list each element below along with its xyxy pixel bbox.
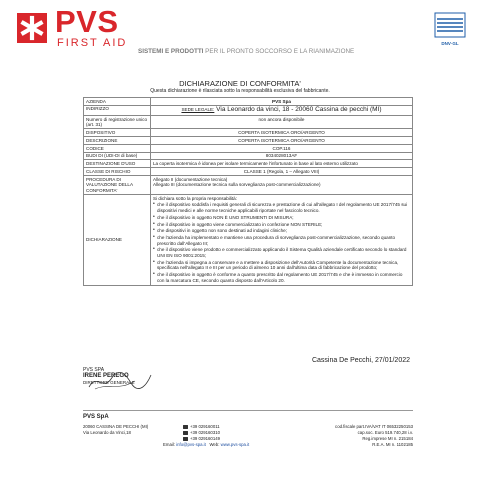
footer-company: PVS SpA <box>83 414 109 420</box>
bullet-icon: • <box>153 234 155 241</box>
bullet-icon: • <box>153 227 155 234</box>
bullet-icon: • <box>153 213 155 220</box>
dichiarazione-intro: Si dichiara sotto la propria responsabilità: <box>153 195 238 201</box>
destinazione-label: DESTINAZIONE D'USO <box>84 160 151 168</box>
procedura-value <box>151 176 413 195</box>
letterhead <box>0 0 480 60</box>
bullet-text: che dispositivi in oggetto non sono destinati ad indagini cliniche; <box>157 228 287 234</box>
bullet-icon: • <box>153 201 155 208</box>
codice-label: CODICE <box>84 144 151 152</box>
footer-contacts <box>183 424 220 442</box>
certification-label: DNV·GL <box>441 41 459 46</box>
signature-block <box>83 367 173 395</box>
table-row <box>84 168 413 176</box>
footer-legal-line-1: cod.fiscale part.IVA/VAT IT 06532250153 <box>335 424 413 429</box>
table-row <box>84 129 413 137</box>
dichiarazione-label <box>84 195 151 286</box>
fax-icon <box>183 431 188 435</box>
bullet-text: che il dispositivo in oggetto è conforme a quanto prescritto dal regolamento UE 2017/745 e che è immesso in commercio con la marcatura CE, secondo quanto disposto dall'Articolo 20. <box>157 272 403 283</box>
bullet-text: che il dispositivo soddisfa i requisiti generali di sicurezza e prestazione di cui all'allegato I del regolamento UE 2017/745 sui dispositivi medici e alle norme tecniche applicabili riportate nel fascicolo tecnico. <box>157 202 408 213</box>
table-row <box>84 98 413 106</box>
brand-tagline <box>138 48 354 55</box>
footer-phone-1-text: +39 029160011 <box>190 424 220 429</box>
list-item <box>153 260 410 271</box>
budi-value: 8034028013AF <box>151 152 413 160</box>
fax-icon <box>183 437 188 441</box>
registrazione-value: non ancora disponibile <box>151 115 413 128</box>
table-row <box>84 144 413 152</box>
signature-role: DIRETTORE GENERALE <box>83 380 135 385</box>
bullet-text: che il dispositivo viene prodotto e commercializzato applicando il Sistema Qualità aziendale certificato secondo lo standard UNI EN ISO 9001:2015; <box>157 247 407 259</box>
footer-phone-2-text: +39 029160310 <box>190 430 220 435</box>
table-row <box>84 152 413 160</box>
list-item <box>153 215 410 221</box>
footer-legal-line-2: cap.soc. Euro 519.740,28 i.v. <box>357 430 413 435</box>
list-item <box>153 228 410 234</box>
indirizzo-prefix: SEDE LEGALE: <box>181 107 215 113</box>
procedura-line-2: Allegato III (documentazione tecnica sulla sorveglianza post-commercializzazione) <box>153 182 321 188</box>
classe-value: CLASSE 1 (Regola, 1 – Allegato VIII) <box>151 168 413 176</box>
list-item <box>153 247 410 258</box>
table-row <box>84 115 413 128</box>
place-date: Cassina De Pecchi, 27/01/2022 <box>311 357 410 364</box>
footer-address-line-1: 20060 CASSINA DE PECCHI (MI) <box>83 424 149 429</box>
footer-web-label: Web: <box>209 442 220 447</box>
budi-label: BUDI DI (UDI-DI di base) <box>84 152 151 160</box>
list-item <box>153 235 410 246</box>
tagline-strong: SISTEMI E PRODOTTI <box>138 48 204 55</box>
tagline-rest: PER IL PRONTO SOCCORSO E LA RIANIMAZIONE <box>203 48 355 55</box>
list-item <box>153 222 410 228</box>
dispositivo-value: COPERTA ISOTERMICA ORO/ARGENTO <box>151 129 413 137</box>
registrazione-label: Numero di registrazione unico (art. 31) <box>84 115 151 128</box>
asterisk-icon <box>17 13 47 43</box>
list-item <box>153 272 410 283</box>
document-subtitle: Questa dichiarazione è rilasciata sotto la responsabilità esclusiva del fabbricante. <box>150 88 330 94</box>
bullet-text: che il dispositivo in oggetto NON È UNO STRUMENTI DI MISURA; <box>157 214 294 220</box>
table-row <box>84 105 413 115</box>
table-row <box>84 137 413 145</box>
footer-web-link[interactable]: www.pvs-spa.it <box>220 442 250 447</box>
dichiarazione-label-text: DICHIARAZIONE <box>86 237 122 243</box>
descrizione-label: DESCRIZIONE <box>84 137 151 145</box>
footer-email-label: Email: <box>163 442 175 447</box>
bullet-icon: • <box>153 220 155 227</box>
footer-legal <box>335 424 413 448</box>
bullet-icon: • <box>153 271 155 278</box>
signature-company: PVS SPA <box>83 367 105 373</box>
procedura-line-1: Allegato II (documentazione tecnica) <box>153 176 228 182</box>
azienda-value-text: PVS Spa <box>272 98 291 104</box>
codice-value: COP.116 <box>151 144 413 152</box>
brand-subtitle: FIRST AID <box>57 37 128 49</box>
footer-address <box>83 424 148 436</box>
table-row <box>84 160 413 168</box>
phone-icon <box>183 425 188 429</box>
indirizzo-value <box>151 105 413 115</box>
dispositivo-label: DISPOSITIVO <box>84 129 151 137</box>
signature-name: IRENE PEREGO <box>83 373 129 379</box>
footer-web <box>163 442 249 448</box>
bullet-text: che l'azienda si impegna a conservare e a mettere a disposizione dell'Autorità Competente la documentazione tecnica, specificata nell'allegato II e III per un periodo di almeno 10 anni dall'ultima data di fabbricazione del prodotto; <box>157 259 399 271</box>
footer-address-line-2: Via Leonardo da Vinci,18 <box>83 430 131 435</box>
certification-icon <box>434 12 466 38</box>
bullet-text: che l'azienda ha implementato e mantiene una procedura di sorveglianza post-commercializzazione, secondo quanto prescritto dall'Allegato III; <box>157 235 396 246</box>
signature-scribble <box>85 369 155 393</box>
indirizzo-text: Via Leonardo da vinci, 18 - 20060 Cassina de pecchi (MI) <box>214 106 382 114</box>
bullet-icon: • <box>153 246 155 253</box>
declaration-table <box>83 97 413 286</box>
footer-legal-line-3: Reg.imprese MI n. 215184 <box>362 436 413 441</box>
azienda-label: AZIENDA <box>84 98 151 106</box>
footer-phone-3-text: +39 029160149 <box>190 436 220 441</box>
dichiarazione-value <box>151 195 413 286</box>
azienda-value <box>151 98 413 106</box>
indirizzo-label: INDIRIZZO <box>84 105 151 115</box>
procedura-label: PROCEDURA DI VALUTAZIONE DELLA CONFORMITA' <box>84 176 151 195</box>
document-title: DICHIARAZIONE DI CONFORMITA' <box>179 79 301 88</box>
brand-name: PVS <box>55 4 119 39</box>
classe-label: CLASSE DI RISCHIO <box>84 168 151 176</box>
descrizione-value: COPERTA ISOTERMICA ORO/ARGENTO <box>151 137 413 145</box>
table-row <box>84 195 413 286</box>
bullet-icon: • <box>153 258 155 265</box>
footer-legal-line-4: R.E.A. MI n. 1102185 <box>372 442 413 447</box>
bullet-text: che il dispositivo in oggetto viene commercializzato in confezione NON STERILE; <box>157 221 323 227</box>
footer-email-link[interactable]: info@pvs-spa.it <box>176 442 206 447</box>
certification-mark <box>434 12 466 46</box>
destinazione-value: La coperta isotermica è idonea per isolare termicamente l'infortunato in base al lato esterno utilizzato <box>151 160 413 168</box>
table-row <box>84 176 413 195</box>
list-item <box>153 202 410 213</box>
footer-divider <box>83 410 413 411</box>
brand-logo <box>17 13 47 43</box>
